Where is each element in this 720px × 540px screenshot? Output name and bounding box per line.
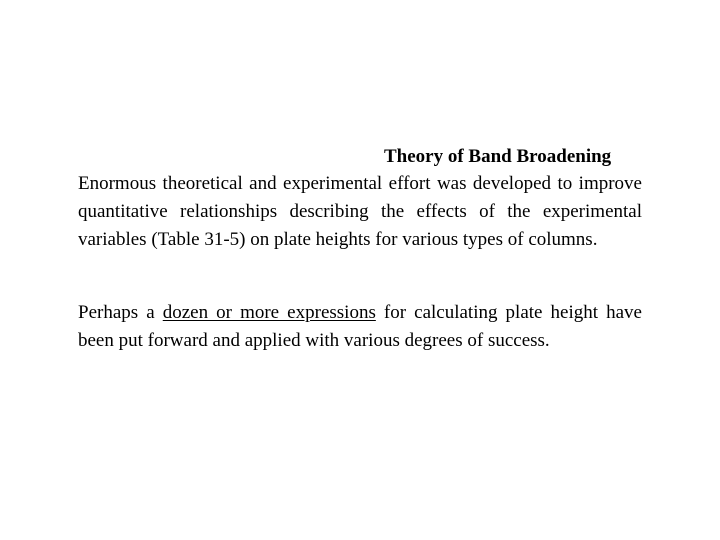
slide-title: Theory of Band Broadening [384,146,612,167]
paragraph-expressions [78,299,642,355]
underlined-phrase: dozen or more expressions [162,302,376,323]
paragraph-expressions-rest: for calculating plate height have been put forward and applied with various degrees of success. [78,302,642,351]
paragraph-expressions-lead: Perhaps a [78,302,163,323]
paragraph-intro: Enormous theoretical and experimental effort was developed to improve quantitative relationships describing the effects of the experimental variables (Table 31-5) on plate heights for various types of columns. [78,173,642,250]
